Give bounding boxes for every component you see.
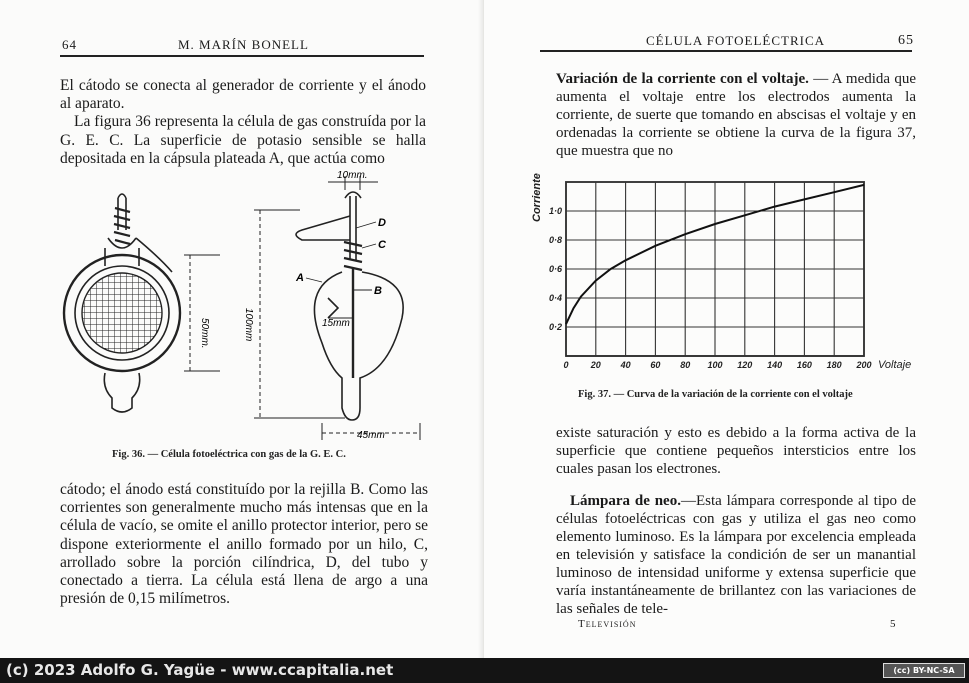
header-rule-right xyxy=(540,50,912,52)
x-tick-label: 180 xyxy=(826,360,842,370)
label-A: A xyxy=(296,272,304,284)
x-tick-label: 120 xyxy=(737,360,753,370)
signature-number: 5 xyxy=(890,618,896,630)
y-tick-label: 0·4 xyxy=(548,293,562,303)
y-tick-label: 0·2 xyxy=(548,322,562,332)
paragraph: El cátodo se conecta al generador de corriente y el ánodo al aparato. xyxy=(60,77,426,113)
paragraph: existe saturación y esto es debido a la forma activa de la superficie que contiene pequeños intersticios entre los cuales pasan los electrones. xyxy=(556,425,916,477)
figure-36 xyxy=(60,168,430,443)
x-tick-label: 200 xyxy=(856,360,872,370)
x-tick-label: 20 xyxy=(590,360,601,370)
copyright-text: (c) 2023 Adolfo G. Yagüe - www.ccapitalia.net xyxy=(6,661,394,679)
left-page xyxy=(0,0,484,658)
x-tick-label: 140 xyxy=(767,360,783,370)
dim-45mm-label: 45mm xyxy=(357,430,385,441)
label-B: B xyxy=(374,285,382,297)
figure-36-caption: Fig. 36. — Célula fotoeléctrica con gas de la G. E. C. xyxy=(112,449,346,460)
page-number-right: 65 xyxy=(898,33,914,48)
section-text: —Esta lámpara corresponde al tipo de células fotoeléctricas con gas y utiliza el gas neo como elemento luminoso. Es la lámpara por excelencia empleada en televisión y satisface la condición de ser un manantial luminoso de intensidad uniforme y extensa superficie que varía instantáneamente de brillantez con las variaciones de las señales de tele- xyxy=(556,493,917,617)
cell-side-view xyxy=(296,192,403,420)
right-text-bottom xyxy=(556,492,916,618)
running-head-right: CÉLULA FOTOELÉCTRICA xyxy=(646,33,826,48)
dim-50mm-label: 50mm. xyxy=(199,318,210,349)
header-rule-left xyxy=(60,55,424,57)
license-badge: (cc) BY-NC-SA xyxy=(883,663,965,678)
right-text-top xyxy=(556,70,916,160)
y-axis-label: Corriente xyxy=(531,173,543,222)
x-axis-label: Voltaje xyxy=(878,359,912,371)
x-tick-label: 100 xyxy=(707,360,723,370)
y-tick-label: 0·6 xyxy=(548,264,562,274)
y-tick-label: 0·8 xyxy=(548,235,562,245)
running-head-left: M. MARÍN BONELL xyxy=(178,37,309,52)
x-tick-label: 0 xyxy=(563,360,569,370)
watermark-bar xyxy=(0,658,969,683)
right-page xyxy=(484,0,969,658)
dim-10mm-label: 10mm. xyxy=(337,170,368,181)
right-text-middle xyxy=(556,424,916,478)
section-title: Lámpara de neo. xyxy=(570,493,681,509)
dim-100mm-label: 100mm xyxy=(243,308,254,342)
dimension-50mm xyxy=(184,255,220,371)
label-D: D xyxy=(378,217,386,229)
left-text-bottom xyxy=(60,481,428,608)
section-title: Variación de la corriente con el voltaje. xyxy=(556,71,809,87)
label-leaders xyxy=(306,222,376,290)
paragraph: cátodo; el ánodo está constituído por la rejilla B. Como las corrientes son generalmente mucho más intensas que en la célula de vacío, se omite el anillo protector interior, pero se dispone exteriormente el anillo formado por un hilo, C, arrollado sobre la porción cilíndrica, D, del tubo y conectado a tierra. La célula está llena de argo a una presión de 0,15 milímetros. xyxy=(60,481,428,608)
x-tick-label: 40 xyxy=(620,360,631,370)
label-C: C xyxy=(378,239,386,251)
signature-mark: Televisión xyxy=(578,618,637,630)
dim-15mm-label: 15mm xyxy=(322,318,350,329)
section-text: — A medida que aumenta el voltaje entre los electrodos aumenta la corriente, de suerte que tomando en abscisas el voltaje y en ordenadas la corriente se obtiene la curva de la figura 37, que muestra que no xyxy=(556,71,916,159)
x-tick-label: 80 xyxy=(680,360,691,370)
figure-37-caption: Fig. 37. — Curva de la variación de la corriente con el voltaje xyxy=(578,389,853,400)
paragraph: La figura 36 representa la célula de gas construída por la G. E. C. La superficie de potasio sensible se halla depositada en la cápsula plateada A, que actúa como xyxy=(60,113,426,167)
y-tick-label: 1·0 xyxy=(548,206,562,216)
x-tick-label: 160 xyxy=(796,360,812,370)
page-number-left: 64 xyxy=(62,37,77,52)
figure-37-chart xyxy=(524,160,944,380)
x-tick-label: 60 xyxy=(650,360,661,370)
anode-grid xyxy=(82,273,162,353)
left-text-top xyxy=(60,77,426,168)
